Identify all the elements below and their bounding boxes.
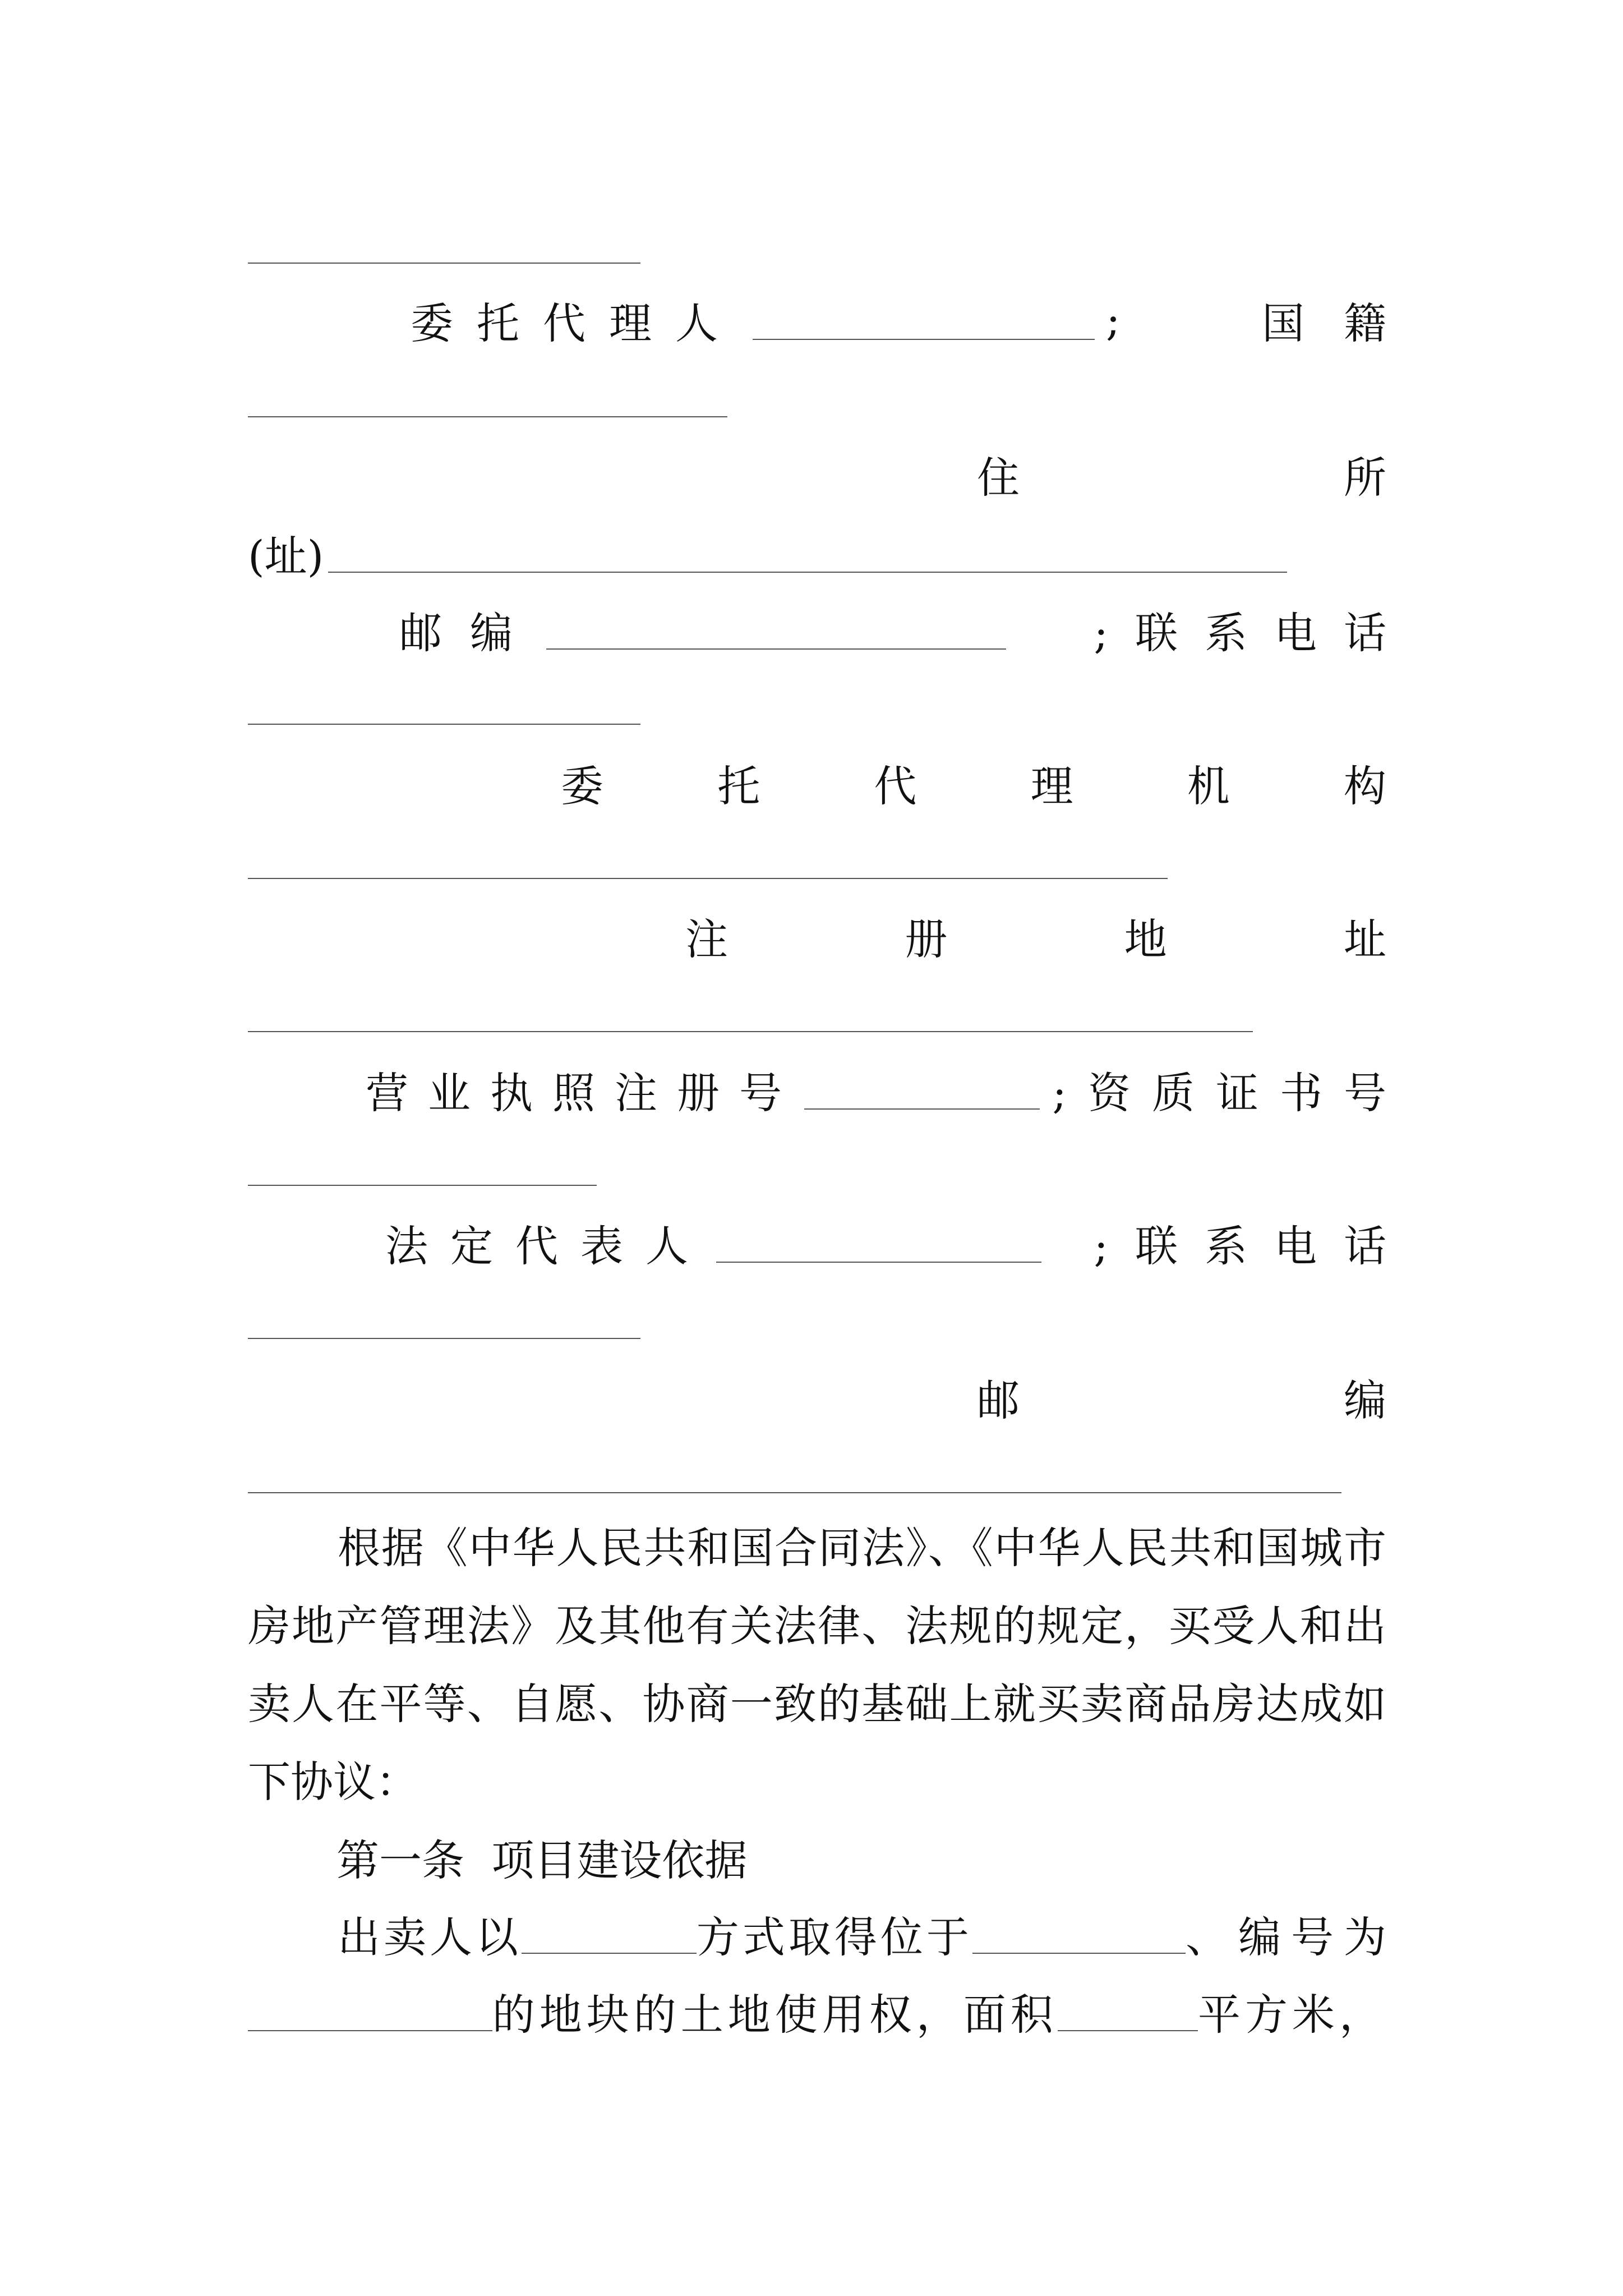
blank-underline[interactable] (248, 263, 640, 264)
article1-title: 第一条 项目建设依据 (336, 1835, 748, 1885)
land-location-field[interactable] (972, 1913, 1186, 1954)
postcode-row (248, 596, 1413, 663)
reg-address-field[interactable] (248, 1031, 1253, 1032)
nationality-label: 国籍 (1262, 298, 1426, 348)
article1-line2 (248, 1977, 1386, 2045)
reg-address-row (685, 902, 1386, 969)
reg-address-char: 址 (1343, 914, 1386, 964)
agent-person-field[interactable] (753, 300, 1095, 340)
land-area-field[interactable] (1058, 1991, 1198, 2031)
agency-char: 代 (874, 761, 917, 811)
article1-text-4: 的地块的土地使用权，面积 (492, 1989, 1058, 2040)
semicolon: ; (1106, 295, 1121, 345)
postcode2-row (248, 1363, 1386, 1430)
agency-char: 理 (1030, 761, 1073, 811)
nationality-field[interactable] (248, 416, 727, 417)
plot-number-field[interactable] (248, 1991, 492, 2031)
residence-row (248, 440, 1386, 508)
article1-text-2: 方式取得位于 (696, 1912, 972, 1962)
residence-row-2 (248, 519, 1386, 586)
legal-rep-row (248, 1209, 1413, 1276)
agency-char: 构 (1343, 761, 1386, 811)
license-row (248, 1056, 1408, 1123)
agent-person-label: 委托代理人 (411, 298, 741, 348)
agency-row (561, 749, 1386, 816)
article1-text-1: 出卖人以 (338, 1912, 522, 1962)
license-field[interactable] (804, 1069, 1040, 1110)
phone-label-2: ;联系电话 (1094, 1221, 1413, 1271)
agency-char: 托 (717, 761, 760, 811)
agent-person-row (248, 286, 1426, 353)
reg-address-char: 注 (685, 914, 728, 964)
land-method-field[interactable] (522, 1913, 697, 1954)
reg-address-char: 地 (1124, 914, 1167, 964)
residence-field[interactable] (328, 532, 1287, 573)
article1-line1 (248, 1900, 1396, 1967)
article1-text-3: 、编号为 (1186, 1912, 1396, 1962)
legal-rep-field[interactable] (716, 1222, 1041, 1263)
postcode-label: 邮编 (399, 608, 541, 658)
agency-field[interactable] (248, 878, 1168, 879)
postcode-field[interactable] (546, 609, 1006, 650)
postcode2-label-a: 邮 (977, 1375, 1020, 1425)
legal-rep-label: 法定代表人 (385, 1221, 711, 1271)
residence-label-a: 住 (977, 452, 1020, 503)
residence-label-c: (址) (248, 531, 324, 581)
agency-char: 委 (561, 761, 603, 811)
phone-field-2[interactable] (248, 1338, 640, 1339)
preamble-paragraph: 根据《中华人民共和国合同法》、《中华人民共和国城市房地产管理法》及其他有关法律、法规的规定，买受人和出卖人在平等、自愿、协商一致的基础上就买卖商品房达成如下协议： (248, 1523, 1386, 1807)
postcode2-field[interactable] (248, 1492, 1341, 1493)
phone-label: ;联系电话 (1094, 608, 1413, 658)
qualification-field[interactable] (248, 1185, 597, 1186)
reg-address-char: 册 (905, 914, 948, 964)
license-label: 营业执照注册号 (366, 1068, 801, 1118)
qualification-label: ;资质证书号 (1052, 1068, 1408, 1118)
agency-char: 机 (1187, 761, 1230, 811)
phone-field[interactable] (248, 724, 640, 725)
article1-text-5: 平方米， (1198, 1989, 1386, 2040)
residence-label-b: 所 (1344, 452, 1386, 503)
postcode2-label-b: 编 (1344, 1375, 1386, 1425)
